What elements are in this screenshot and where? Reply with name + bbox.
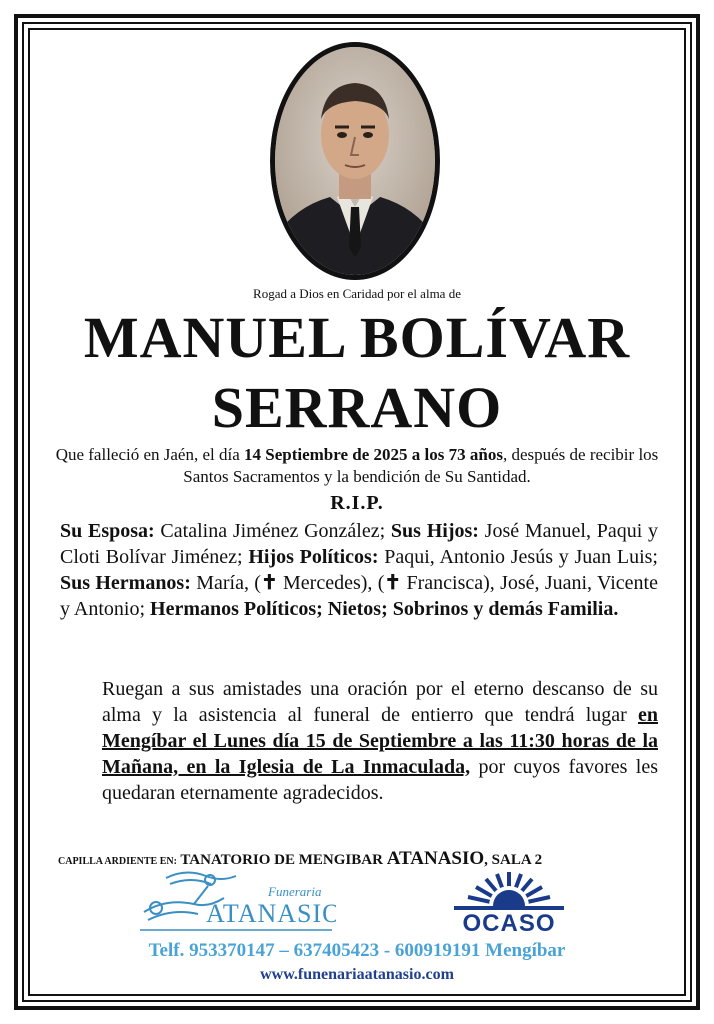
atanasio-logo-small: Funeraria <box>268 884 322 899</box>
funeral-place-time: en Mengíbar el Lunes día 15 de Septiembre a las 11:30 horas de la Mañana, en la Iglesia de La Inmaculada, <box>102 704 658 778</box>
rogad-line: Rogad a Dios en Caridad por el alma de <box>253 286 461 301</box>
ocaso-logo <box>454 866 564 938</box>
prayer-pre: Ruegan a sus amistades una oración por el eterno descanso de su alma y la asistencia al funeral de entierro que tendrá lugar <box>102 678 658 726</box>
ocaso-logo-text: OCASO <box>462 910 556 937</box>
capilla-ardiente <box>58 848 658 870</box>
family-final: Hermanos Políticos; Nietos; Sobrinos y demás Familia. <box>150 598 619 620</box>
atanasio-logo-big: ATANASIO <box>206 899 336 928</box>
hermanos-names-a: María, ( <box>190 572 261 594</box>
hijos-politicos-label: Hijos Políticos: <box>248 546 379 568</box>
capilla-label: CAPILLA ARDIENTE EN: <box>58 856 177 867</box>
intro-post: , después de recibir los Santos Sacramentos y la bendición de Su Santidad. <box>183 445 659 486</box>
deceased-name-line2: SERRANO <box>211 375 503 440</box>
phone-numbers: Telf. 953370147 – 637405423 - 600919191 Mengíbar <box>148 940 566 961</box>
family-list <box>60 518 658 622</box>
website-link[interactable]: www.funenariaatanasio.com <box>260 966 454 983</box>
hermanos-names-b: Mercedes), ( <box>277 572 385 594</box>
capilla-place: TANATORIO DE MENGIBAR <box>176 852 387 868</box>
deceased-portrait <box>270 42 440 280</box>
cross-icon: ✝ <box>260 572 278 594</box>
hijos-politicos-names: Paqui, Antonio Jesús y Juan Luis; <box>378 546 658 568</box>
death-notice-text <box>54 444 660 488</box>
rip-text: R.I.P. <box>330 492 384 514</box>
hermanos-names-c: Francisca), José, Juani, Vicente y Antonio; <box>60 572 658 620</box>
deceased-name-line1: MANUEL BOLÍVAR <box>83 305 631 370</box>
cross-icon: ✝ <box>384 572 402 594</box>
capilla-sala: , SALA 2 <box>484 852 543 868</box>
capilla-brand: ATANASIO <box>386 848 485 869</box>
esposa-label: Su Esposa: <box>60 520 155 542</box>
intro-date-age: 14 Septiembre de 2025 a los 73 años <box>244 445 503 464</box>
hijos-names: José Manuel, Paqui y Cloti Bolívar Jiménez; <box>60 520 659 568</box>
funeral-details <box>102 676 658 806</box>
hijos-label: Sus Hijos: <box>390 520 479 542</box>
atanasio-logo <box>136 868 336 938</box>
hermanos-label: Sus Hermanos: <box>60 572 191 594</box>
esposa-names: Catalina Jiménez González; <box>154 520 391 542</box>
intro-pre: Que falleció en Jaén, el día <box>55 445 245 464</box>
prayer-post: por cuyos favores les quedaran eternamente agradecidos. <box>102 756 658 804</box>
